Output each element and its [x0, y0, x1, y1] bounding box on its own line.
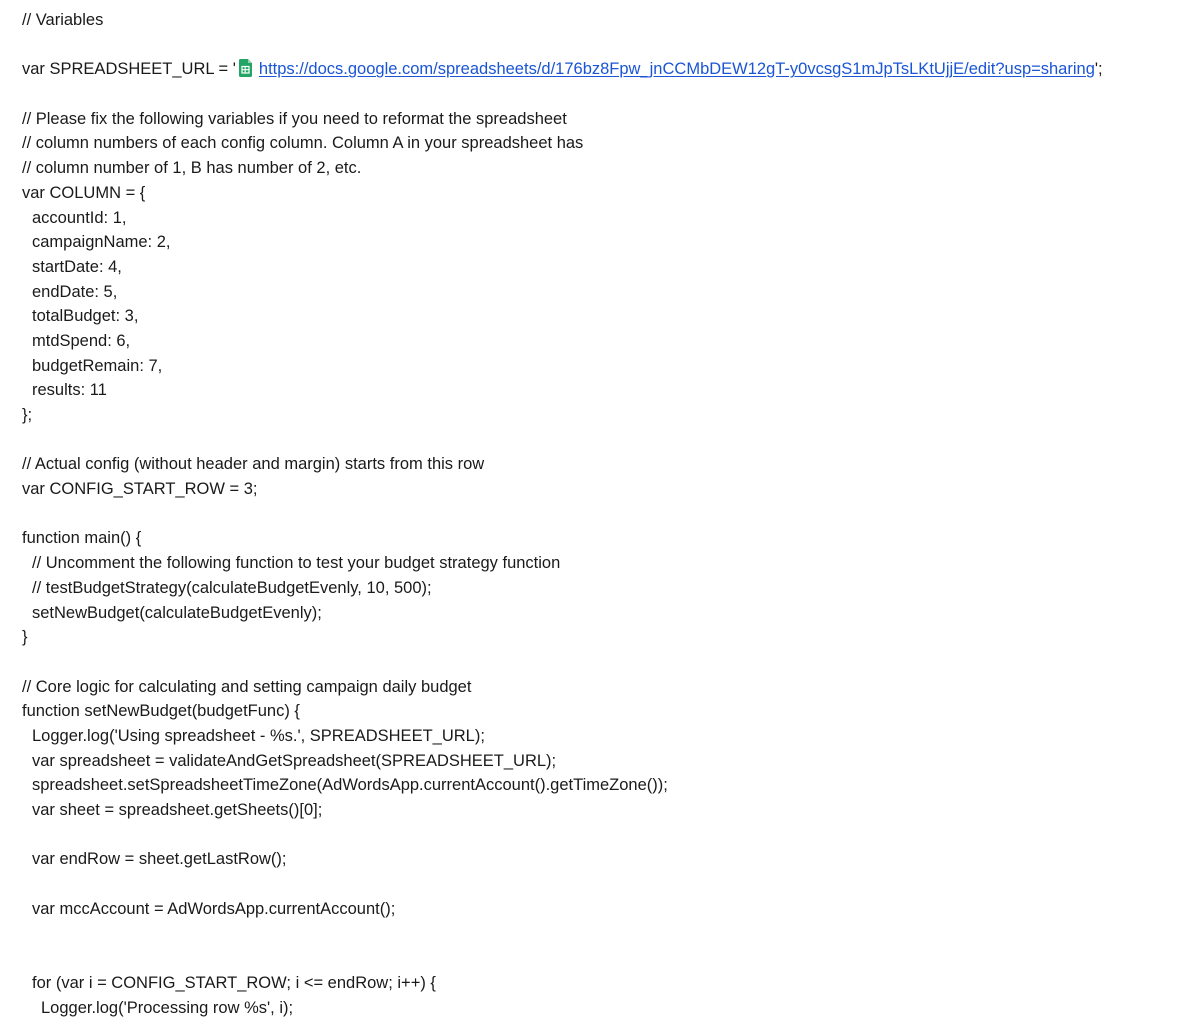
blank-line	[22, 502, 1188, 527]
blank-line	[22, 82, 1188, 107]
code-line: spreadsheet.setSpreadsheetTimeZone(AdWordsApp.currentAccount().getTimeZone());	[32, 776, 668, 795]
code-line: Logger.log('Using spreadsheet - %s.', SPREADSHEET_URL);	[32, 726, 485, 745]
code-line: // Variables	[22, 11, 104, 29]
blank-line	[22, 823, 1188, 848]
code-line: totalBudget: 3,	[32, 307, 139, 326]
blank-line	[22, 428, 1188, 453]
code-line: // Please fix the following variables if you need to reformat the spreadsheet	[22, 109, 567, 128]
spreadsheet-url-link[interactable]: https://docs.google.com/spreadsheets/d/176bz8Fpw_jnCCMbDEW12gT-y0vcsgS1mJpTsLKtUjjE/edit?usp=sharing	[258, 60, 1095, 79]
code-line: for (var i = CONFIG_START_ROW; i <= endRow; i++) {	[32, 973, 436, 992]
code-line: campaignName: 2,	[32, 233, 171, 252]
code-line-spreadsheet-url	[22, 57, 1188, 82]
code-line: // Uncomment the following function to test your budget strategy function	[32, 554, 561, 573]
code-line: var COLUMN = {	[22, 183, 146, 202]
code-line: var mccAccount = AdWordsApp.currentAccount();	[32, 899, 396, 918]
code-line: var sheet = spreadsheet.getSheets()[0];	[32, 801, 323, 819]
code-line: function main() {	[22, 529, 142, 548]
code-line: // column numbers of each config column. Column A in your spreadsheet has	[22, 134, 584, 153]
code-line: mtdSpend: 6,	[32, 331, 131, 350]
code-line: setNewBudget(calculateBudgetEvenly);	[32, 603, 322, 622]
code-line: function setNewBudget(budgetFunc) {	[22, 702, 300, 721]
code-text: ';	[1094, 60, 1103, 79]
code-line: // Actual config (without header and margin) starts from this row	[22, 455, 485, 474]
code-line: accountId: 1,	[32, 208, 127, 227]
blank-line	[22, 33, 1188, 58]
code-line: results: 11	[32, 381, 107, 400]
blank-line	[22, 650, 1188, 675]
code-line: // column number of 1, B has number of 2, etc.	[22, 159, 362, 178]
code-text: var SPREADSHEET_URL = '	[22, 60, 236, 79]
code-line: var spreadsheet = validateAndGetSpreadsheet(SPREADSHEET_URL);	[32, 751, 557, 770]
code-line: endDate: 5,	[32, 282, 118, 301]
code-line: var CONFIG_START_ROW = 3;	[22, 480, 258, 499]
code-line: budgetRemain: 7,	[32, 356, 163, 375]
code-line: startDate: 4,	[32, 257, 122, 276]
code-line: }	[22, 628, 28, 647]
code-line: // Core logic for calculating and setting campaign daily budget	[22, 677, 472, 696]
code-line: var endRow = sheet.getLastRow();	[32, 850, 287, 869]
code-line: Logger.log('Processing row %s', i);	[41, 998, 294, 1017]
code-line: // testBudgetStrategy(calculateBudgetEvenly, 10, 500);	[32, 578, 432, 597]
code-line: };	[22, 406, 33, 424]
blank-line	[22, 946, 1188, 971]
blank-line	[22, 872, 1188, 897]
blank-line	[22, 921, 1188, 946]
google-sheets-icon	[239, 59, 252, 77]
